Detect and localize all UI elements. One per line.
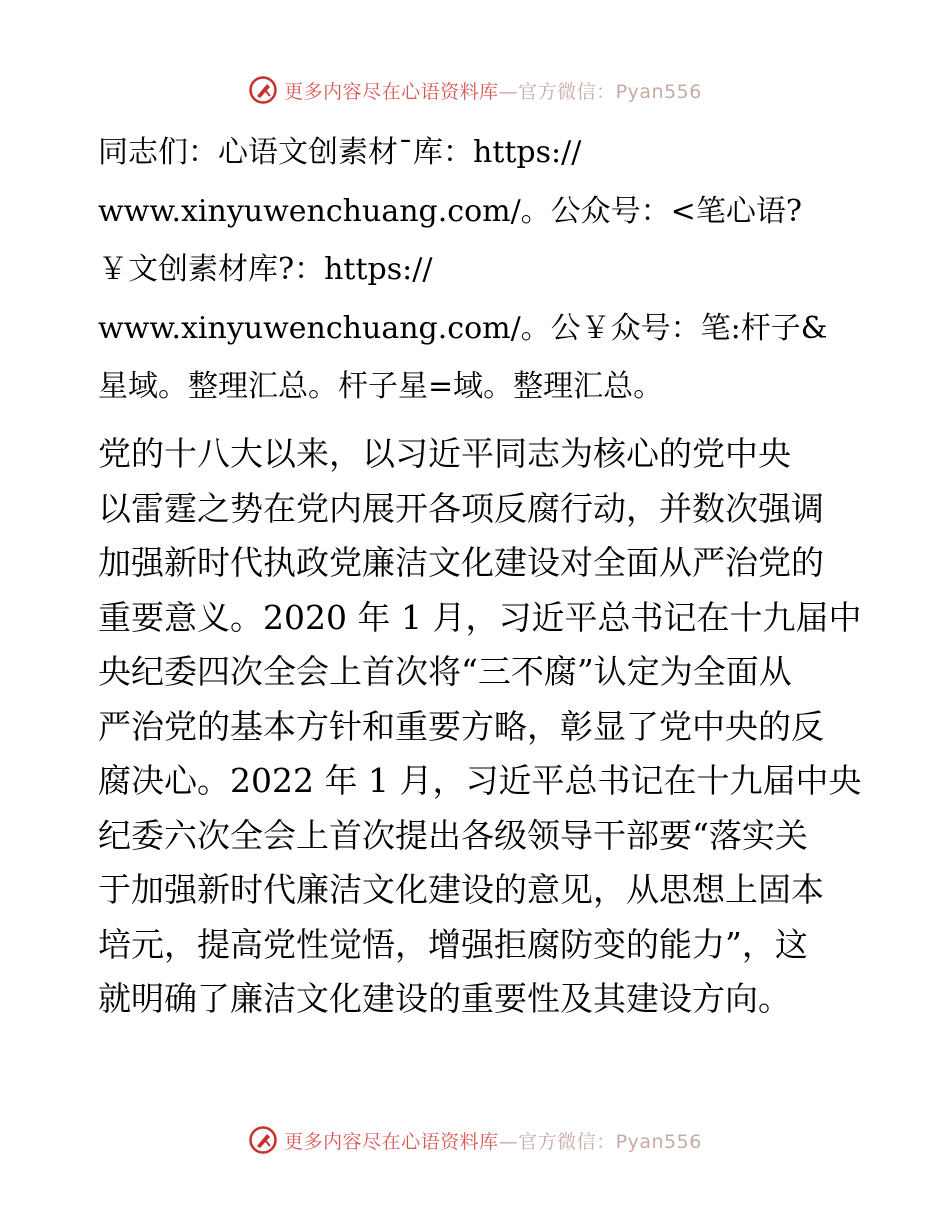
paragraph-line: www.xinyuwenchuang.com/。公￥众号：笔:杆子& [98, 310, 828, 346]
paragraph-line: 央纪委四次全会上首次将“三不腐”认定为全面从 [98, 652, 792, 691]
footer-banner-text [284, 1127, 702, 1154]
footer-banner-title: 更多内容尽在心语资料库 [284, 1130, 499, 1153]
header-banner [0, 70, 950, 110]
header-banner-reference: —官方微信：Pyan556 [498, 80, 702, 103]
paragraph-line: 党的十八大以来，以习近平同志为核心的党中央 [98, 434, 791, 473]
paragraph-line: 同志们：心语文创素材¯库：https:// [98, 135, 582, 170]
paragraph-line: 重要意义。2020 年 1 月，习近平总书记在十九届中 [98, 597, 862, 637]
paragraph-line: 腐决心。2022 年 1 月，习近平总书记在十九届中央 [98, 761, 862, 800]
header-banner-title: 更多内容尽在心语资料库 [284, 80, 499, 103]
footer-banner [0, 1120, 950, 1160]
paragraph-line: 严治党的基本方针和重要方略，彰显了党中央的反 [98, 706, 824, 746]
paragraph-line: 培元，提高党性觉悟，增强拒腐防变的能力”，这 [98, 924, 808, 964]
paragraph-line: 就明确了廉洁文化建设的重要性及其建设方向。 [98, 979, 791, 1018]
paragraph-line: 于加强新时代廉洁文化建设的意见，从思想上固本 [98, 870, 824, 909]
footer-banner-reference: —官方微信：Pyan556 [498, 1130, 702, 1153]
paragraph-line: 星域。整理汇总。杆子星=域。整理汇总。 [98, 369, 664, 404]
paragraph-line: ￥文创素材库?：https:// [98, 252, 433, 287]
paragraph-line: 纪委六次全会上首次提出各级领导干部要“落实关 [98, 815, 808, 855]
paragraph-line: 以雷霆之势在党内展开各项反腐行动，并数次强调 [98, 488, 824, 528]
header-banner-text [284, 77, 702, 104]
pen-nib-logo-icon [248, 75, 278, 105]
body-paragraph [98, 427, 862, 1027]
pen-nib-logo-icon [248, 1125, 278, 1155]
paragraph-line: www.xinyuwenchuang.com/。公众号：<笔心语? [98, 193, 802, 229]
intro-paragraph [98, 124, 858, 417]
paragraph-line: 加强新时代执政党廉洁文化建设对全面从严治党的 [98, 543, 824, 582]
